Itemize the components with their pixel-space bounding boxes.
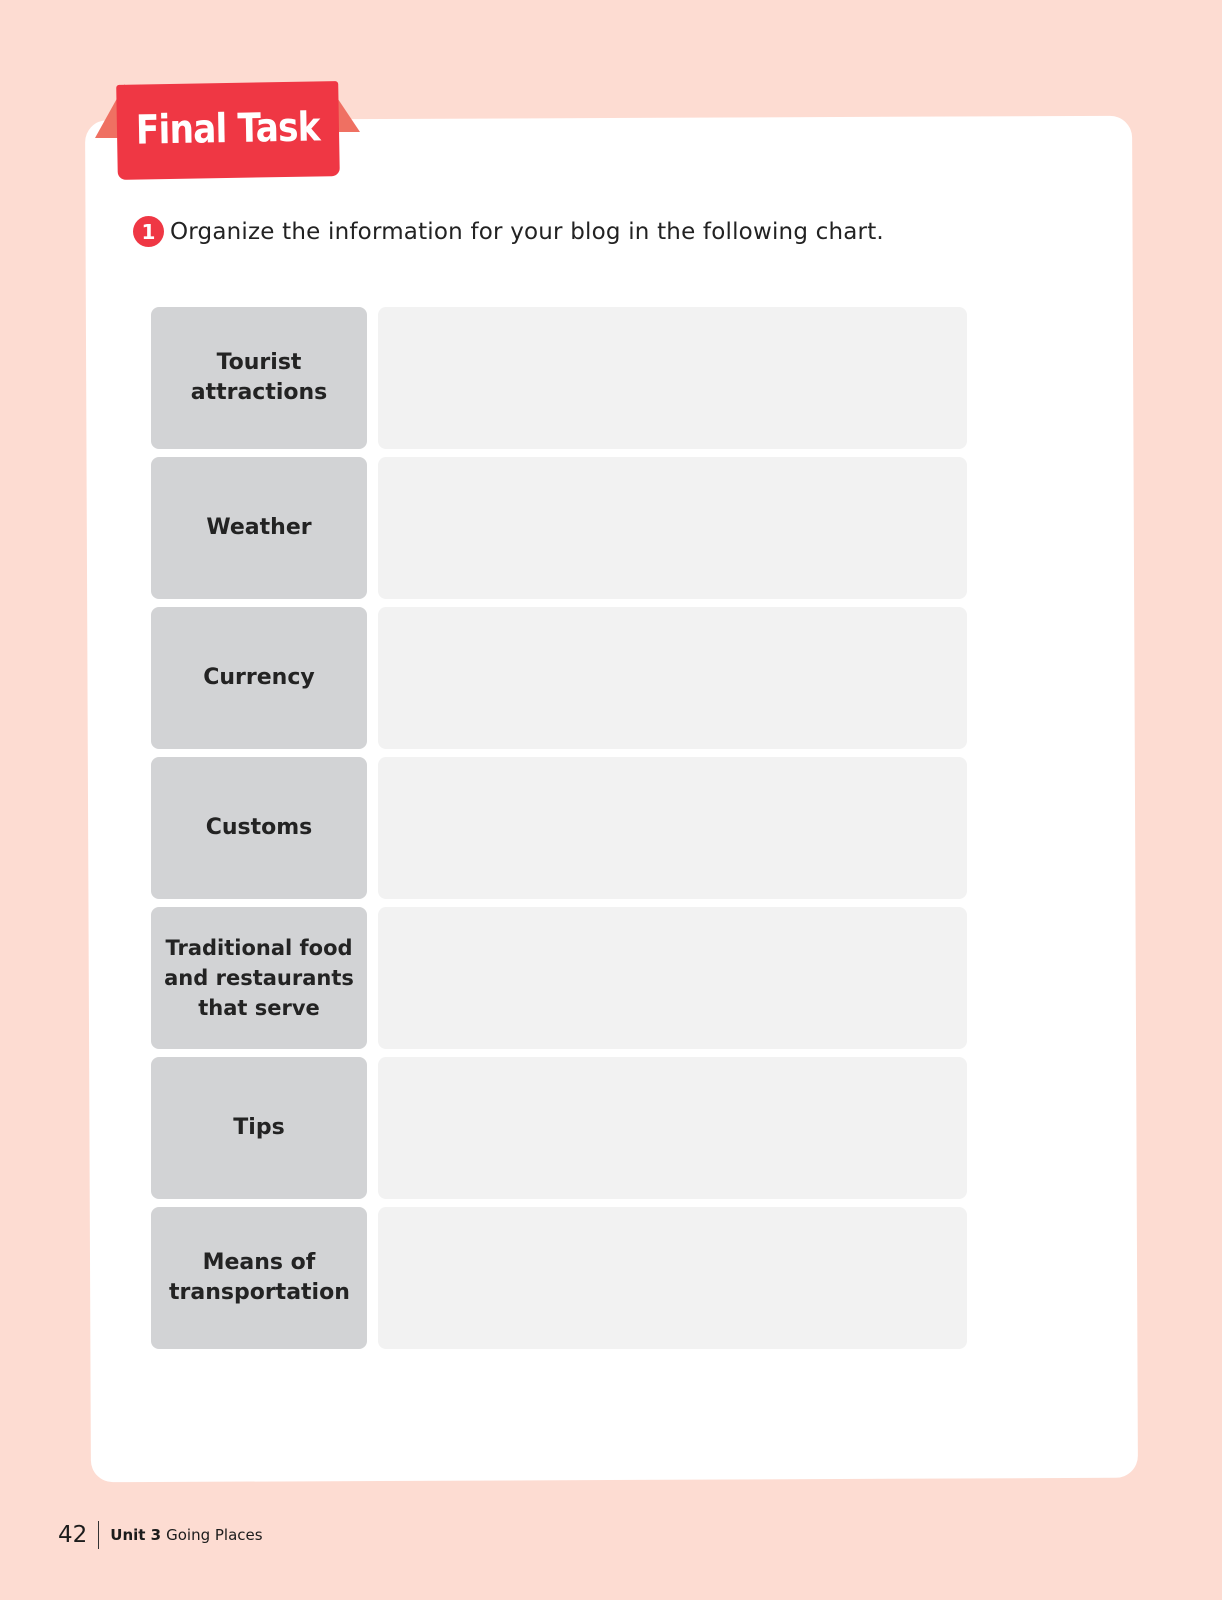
row-label: Means of transportation: [169, 1250, 350, 1305]
row-label-cell: [151, 907, 367, 1049]
page-number: 42: [58, 1522, 88, 1548]
chart-row-currency: [151, 607, 967, 749]
footer-divider: [98, 1521, 99, 1549]
answer-field-tips[interactable]: [378, 1057, 967, 1199]
row-label-cell: [151, 1207, 367, 1349]
instruction-text: Organize the information for your blog in the following chart.: [170, 218, 884, 245]
row-label: Currency: [203, 665, 315, 690]
row-label: Traditional food and restaurants that serve: [164, 936, 354, 1020]
row-label: Customs: [205, 815, 313, 840]
blog-info-chart: [151, 307, 967, 1357]
chart-row-tourist-attractions: [151, 307, 967, 449]
answer-field-traditional-food[interactable]: [378, 907, 967, 1049]
page-footer: [58, 1520, 263, 1550]
final-task-banner: [116, 81, 340, 180]
answer-field-weather[interactable]: [378, 457, 967, 599]
instruction: [133, 216, 884, 247]
unit-title: Going Places: [166, 1526, 263, 1544]
step-number-badge: 1: [133, 216, 164, 247]
row-label: Tourist attractions: [190, 350, 328, 405]
chart-row-means-of-transportation: [151, 1207, 967, 1349]
chart-row-customs: [151, 757, 967, 899]
answer-field-customs[interactable]: [378, 757, 967, 899]
row-label-cell: [151, 1057, 367, 1199]
answer-field-means-of-transportation[interactable]: [378, 1207, 967, 1349]
chart-row-traditional-food: [151, 907, 967, 1049]
chart-row-weather: [151, 457, 967, 599]
banner-title: Final Task: [135, 103, 321, 154]
answer-field-tourist-attractions[interactable]: [378, 307, 967, 449]
chart-row-tips: [151, 1057, 967, 1199]
unit-label: Unit 3: [110, 1526, 162, 1544]
row-label-cell: [151, 607, 367, 749]
answer-field-currency[interactable]: [378, 607, 967, 749]
row-label: Weather: [206, 515, 312, 540]
row-label-cell: [151, 307, 367, 449]
row-label: Tips: [233, 1115, 285, 1140]
row-label-cell: [151, 757, 367, 899]
row-label-cell: [151, 457, 367, 599]
